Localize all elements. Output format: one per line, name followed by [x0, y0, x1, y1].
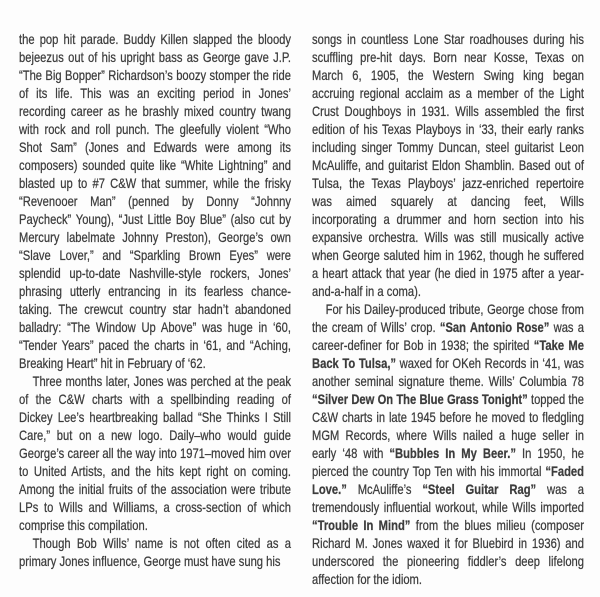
paragraph: [19, 30, 291, 372]
text-segment: was a tremendously influential workout, while Wills imported: [312, 481, 584, 515]
paragraph: [312, 30, 584, 300]
text-segment: was a career-definer for Bob in 1938; the spirited: [312, 319, 584, 353]
text-segment: songs in countless Lone Star roadhouses during his scuffling pre-hit days. Born near Kosse, Texas on March 6, 1905, the Western Swing king began accruing regional acclaim as a member of the Light Crust Doughboys in 1931. Wills assembled the first edition of his Texas Playboys in ‘33, their early ranks including singer Tommy Duncan, steel guitarist Leon McAuliffe, and guitarist Eldon Shamblin. Based out of Tulsa, the Texas Playboys’ jazz-enriched repertoire was aimed squarely at dancing feet, Wills incorporating a drummer and horn section into his expansive orchestra. Wills was still musically active when George saluted him in 1962, though he suffered a heart attack that year (he died in 1975 after a year-and-a-half in a coma).: [312, 31, 584, 299]
paragraph: [312, 300, 584, 588]
text-segment: For his Dailey-produced tribute, George chose from the cream of Wills’ crop.: [312, 301, 584, 335]
right-column: [312, 30, 583, 588]
text-segment: the pop hit parade. Buddy Killen slapped the bloody bejeezus out of his upright bass as George gave J.P. “The Big Bopper” Richardson’s boozy stomper the ride of its life. This was an exciting period in Jones’ recording career as he brashly mixed country twang with rock and roll punch. The gleefully violent “Who Shot Sam” (Jones and Edwards were among its composers) sounded quite like “White Lightning” and blasted up to #7 C&W that summer, while the frisky “Revenooer Man” (penned by Donny “Johnny Paycheck” Young), “Just Little Boy Blue” (also cut by Mercury labelmate Johnny Preston), George’s own “Slave Lover,” and “Sparkling Brown Eyes” were splendid up-to-date Nashville-style rockers, Jones’ phrasing utterly entrancing in its fearless chance-taking. The crewcut country star hadn’t abandoned balladry: “The Window Up Above” was huge in ‘60, “Tender Years” paced the charts in ‘61, and “Aching, Breaking Heart” hit in February of ‘62.: [19, 31, 291, 371]
text-segment: waxed for OKeh Records in ‘41, was another seminal signature theme. Wills’ Columbia 78: [312, 355, 584, 389]
text-segment: McAuliffe’s: [346, 481, 423, 497]
paragraph: [19, 372, 291, 534]
song-title-bold: “Trouble In Mind”: [312, 517, 411, 533]
left-column: [19, 30, 290, 588]
song-title-bold: “Silver Dew On The Blue Grass Tonight”: [312, 391, 528, 407]
text-segment: In 1950, he pierced the country Top Ten with his immortal: [312, 445, 584, 479]
right-column-text: [312, 30, 584, 588]
text-segment: Three months later, Jones was perched at the peak of the C&W charts with a spellbinding reading of Dickey Lee’s heartbreaking ballad “She Thinks I Still Care,” but on a new logo. Daily–who would guide George’s career all the way into 1971–moved him over to United Artists, and the hits kept right on coming. Among the initial fruits of the association were tribute LPs to Wills and Williams, a cross-section of which comprise this compilation.: [19, 373, 291, 533]
song-title-bold: “Bubbles In My Beer.”: [389, 445, 516, 461]
text-segment: from the blues milieu (composer Richard M. Jones waxed it for Bluebird in 1936) and underscored the pioneering fiddler’s deep lifelong affection for the idiom.: [312, 517, 585, 587]
song-title-bold: “Faded Love.”: [312, 463, 584, 497]
paragraph: [19, 534, 291, 570]
song-title-bold: “Take Me Back To Tulsa,”: [312, 337, 584, 371]
left-column-text: [19, 30, 291, 570]
song-title-bold: “San Antonio Rose”: [439, 319, 550, 335]
text-segment: Though Bob Wills’ name is not often cited as a primary Jones influence, George must have sung his: [19, 535, 291, 569]
text-segment: topped the C&W charts in late 1945 before he moved to fledgling MGM Records, where Wills nailed a huge seller in early ‘48 with: [312, 391, 584, 461]
song-title-bold: “Steel Guitar Rag”: [422, 481, 537, 497]
text-columns: [19, 30, 583, 588]
